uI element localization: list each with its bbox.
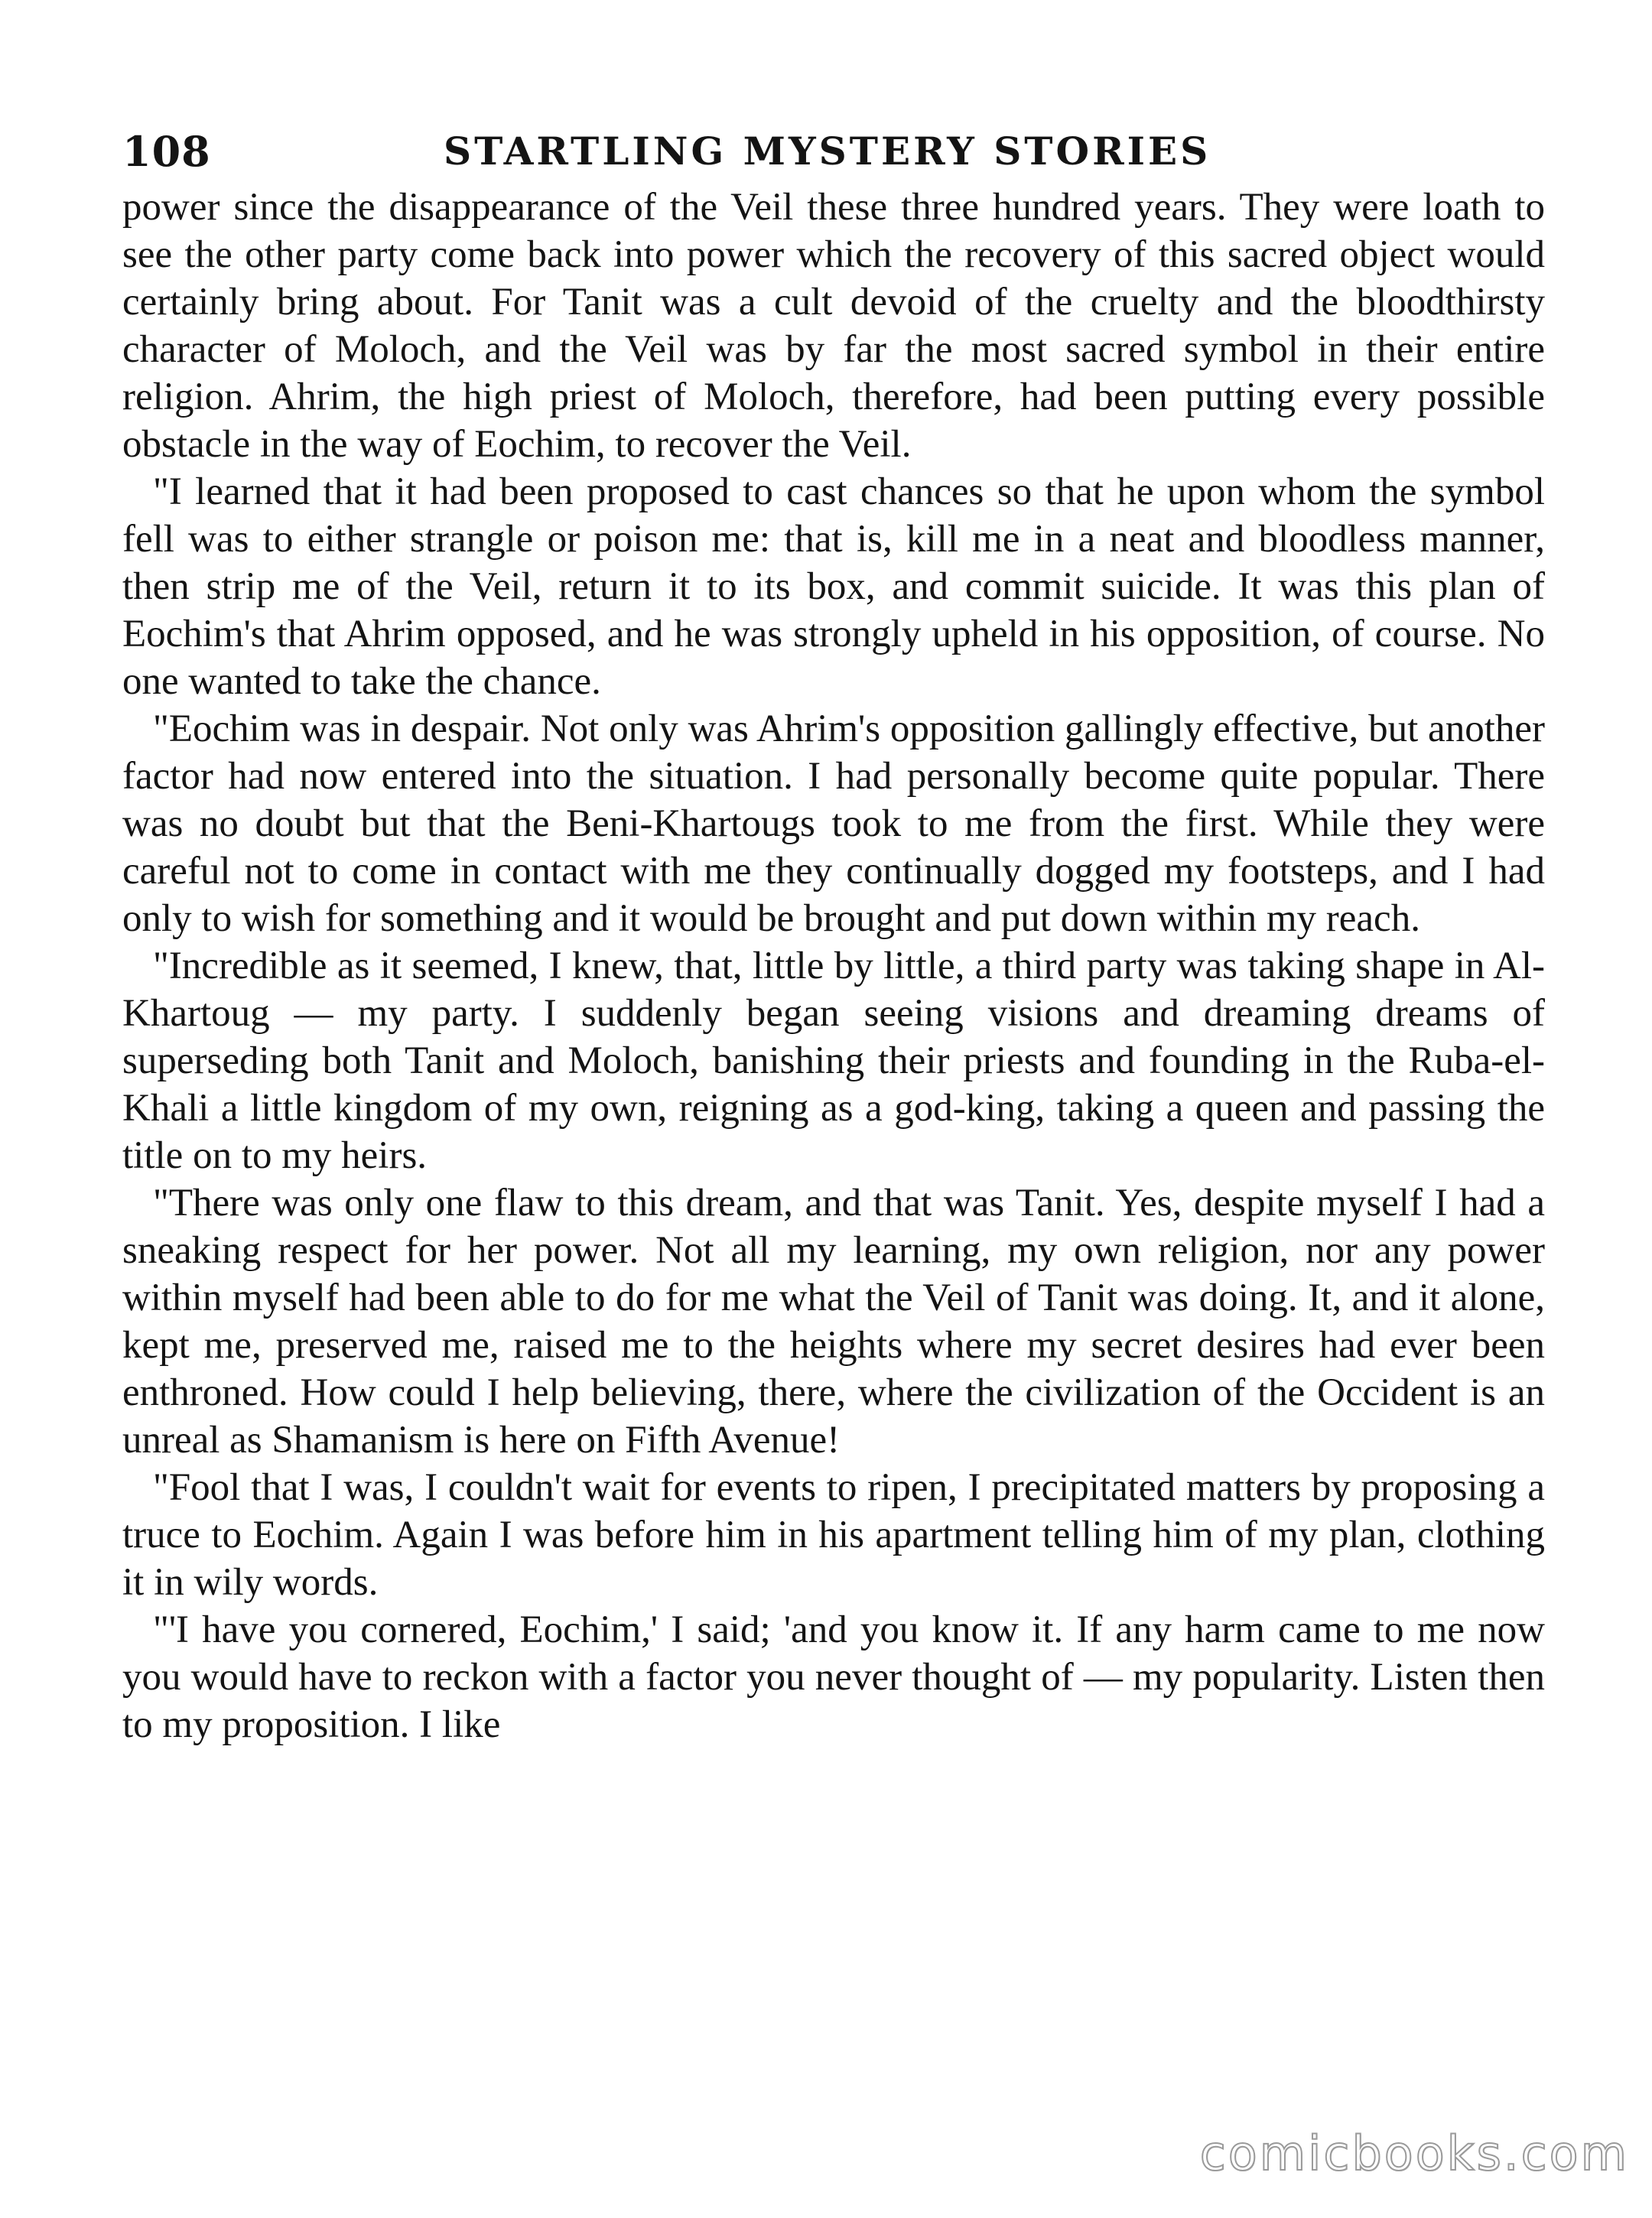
- watermark: comicbooks.com: [1199, 2125, 1629, 2181]
- paragraph: power since the disappearance of the Veil these three hundred years. They were loath to see the other party come back into power which the recovery of this sacred object would certainly bring about. For Tanit was a cult devoid of the cruelty and the bloodthirsty character of Moloch, and the Veil was by far the most sacred symbol in their entire religion. Ahrim, the high priest of Moloch, therefore, had been putting every possible obstacle in the way of Eochim, to recover the Veil.: [122, 186, 1545, 466]
- paragraph: "'I have you cornered, Eochim,' I said; 'and you know it. If any harm came to me now you would have to reckon with a factor you never thought of — my popularity. Listen then to my proposition. I like: [122, 1608, 1545, 1746]
- paragraph: "Eochim was in despair. Not only was Ahrim's opposition gallingly effective, but another factor had now entered into the situation. I had personally become quite popular. There was no doubt but that the Beni-Khartougs took to me from the first. While they were careful not to come in contact with me they continually dogged my footsteps, and I had only to wish for something and it would be brought and put down within my reach.: [122, 707, 1545, 940]
- paragraph: "Fool that I was, I couldn't wait for events to ripen, I precipitated matters by proposing a truce to Eochim. Again I was before him in his apartment telling him of my plan, clothing it in wily words.: [122, 1466, 1545, 1604]
- story-text: [122, 184, 1545, 1748]
- paragraph: "Incredible as it seemed, I knew, that, little by little, a third party was taking shape in Al-Khartoug — my party. I suddenly began seeing visions and dreaming dreams of superseding both Tanit and Moloch, banishing their priests and founding in the Ruba-el-Khali a little kingdom of my own, reigning as a god-king, taking a queen and passing the title on to my heirs.: [122, 945, 1545, 1177]
- page-number: 108: [122, 127, 211, 176]
- paragraph: "There was only one flaw to this dream, and that was Tanit. Yes, despite myself I had a sneaking respect for her power. Not all my learning, my own religion, nor any power within myself had been able to do for me what the Veil of Tanit was doing. It, and it alone, kept me, preserved me, raised me to the heights where my secret desires had ever been enthroned. How could I help believing, there, where the civilization of the Occident is an unreal as Shamanism is here on Fifth Avenue!: [122, 1182, 1545, 1462]
- page: [122, 121, 1545, 1748]
- page-header: [122, 121, 1545, 182]
- paragraph: "I learned that it had been proposed to cast chances so that he upon whom the symbol fell was to either strangle or poison me: that is, kill me in a neat and bloodless manner, then strip me of the Veil, return it to its box, and commit suicide. It was this plan of Eochim's that Ahrim opposed, and he was strongly upheld in his opposition, of course. No one wanted to take the chance.: [122, 470, 1545, 703]
- running-title: STARTLING MYSTERY STORIES: [444, 128, 1211, 174]
